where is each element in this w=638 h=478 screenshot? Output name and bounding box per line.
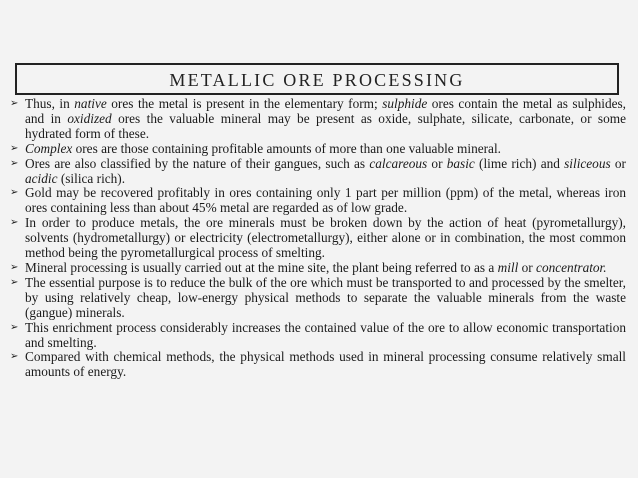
text-segment: The essential purpose is to reduce the bulk of the ore which must be transported to and processed by the smelter, by using relatively cheap, low-energy physical methods to separate the valuable minerals from the waste (gangue) minerals. xyxy=(25,274,626,320)
italic-term: acidic xyxy=(25,170,58,186)
italic-term: mill xyxy=(497,259,519,275)
bullet-text xyxy=(25,185,626,215)
arrowhead-bullet-icon: ➢ xyxy=(10,217,19,229)
bullet-item xyxy=(10,142,626,157)
italic-term: siliceous xyxy=(564,155,611,171)
bullet-item xyxy=(10,276,626,321)
text-segment: or xyxy=(518,259,537,275)
text-segment: This enrichment process considerably increases the contained value of the ore to allow economic transportation and smelting. xyxy=(25,319,626,350)
bullet-list xyxy=(10,97,626,380)
italic-term: concentrator. xyxy=(536,259,607,275)
text-segment: Compared with chemical methods, the physical methods used in mineral processing consume relatively small amounts of energy. xyxy=(25,349,626,380)
text-segment: (silica rich). xyxy=(57,170,126,186)
italic-term: basic xyxy=(446,155,475,171)
text-segment: Mineral processing is usually carried out at the mine site, the plant being referred to as a xyxy=(25,259,498,275)
arrowhead-bullet-icon: ➢ xyxy=(10,98,19,109)
italic-term: sulphide xyxy=(382,96,428,111)
italic-term: Complex xyxy=(25,140,73,156)
text-segment: Ores are also classified by the nature of their gangues, such as xyxy=(25,155,370,171)
text-segment: Thus, in xyxy=(25,96,75,111)
bullet-text xyxy=(25,215,626,260)
text-segment: ores contain the metal as sulphides, and in xyxy=(25,96,626,126)
arrowhead-bullet-icon: ➢ xyxy=(10,351,19,363)
bullet-item xyxy=(10,157,626,187)
bullet-item xyxy=(10,216,626,261)
bullet-text xyxy=(25,141,501,156)
arrowhead-bullet-icon: ➢ xyxy=(10,321,19,333)
arrowhead-bullet-icon: ➢ xyxy=(10,142,19,154)
text-segment: (lime rich) and xyxy=(474,155,565,171)
bullet-item xyxy=(10,186,626,216)
bullet-item xyxy=(10,350,626,380)
bullet-item xyxy=(10,261,626,276)
italic-term: native xyxy=(74,96,107,111)
bullet-text xyxy=(25,320,626,350)
bullet-text xyxy=(25,349,626,379)
italic-term: calcareous xyxy=(369,155,428,171)
text-segment: Gold may be recovered profitably in ores containing only 1 part per million (ppm) of the metal, whereas iron ores containing less than about 45% metal are regarded as of low grade. xyxy=(25,185,626,216)
text-segment: ores the metal is present in the elementary form; xyxy=(106,96,383,111)
text-segment: or xyxy=(610,155,626,171)
text-segment: ores the valuable mineral may be present as oxide, sulphate, silicate, carbonate, or some hydrated form of these. xyxy=(25,110,626,141)
title-box xyxy=(15,63,619,95)
bullet-text xyxy=(25,96,626,141)
arrowhead-bullet-icon: ➢ xyxy=(10,276,19,288)
arrowhead-bullet-icon: ➢ xyxy=(10,261,19,273)
italic-term: oxidized xyxy=(67,110,112,126)
text-segment: or xyxy=(427,155,447,171)
arrowhead-bullet-icon: ➢ xyxy=(10,157,19,169)
text-segment: ores are those containing profitable amounts of more than one valuable mineral. xyxy=(72,140,501,156)
bullet-item xyxy=(10,97,626,142)
arrowhead-bullet-icon: ➢ xyxy=(10,187,19,199)
bullet-text xyxy=(25,156,626,186)
bullet-item xyxy=(10,321,626,351)
bullet-text xyxy=(25,260,607,275)
text-segment: In order to produce metals, the ore minerals must be broken down by the action of heat (pyrometallurgy), solvents (hydrometallurgy) or electricity (electrometallurgy), either alone or in combination, the most common method being the pyrometallurgical process of smelting. xyxy=(25,215,626,261)
bullet-text xyxy=(25,275,626,320)
slide-title: METALLIC ORE PROCESSING xyxy=(169,69,465,90)
